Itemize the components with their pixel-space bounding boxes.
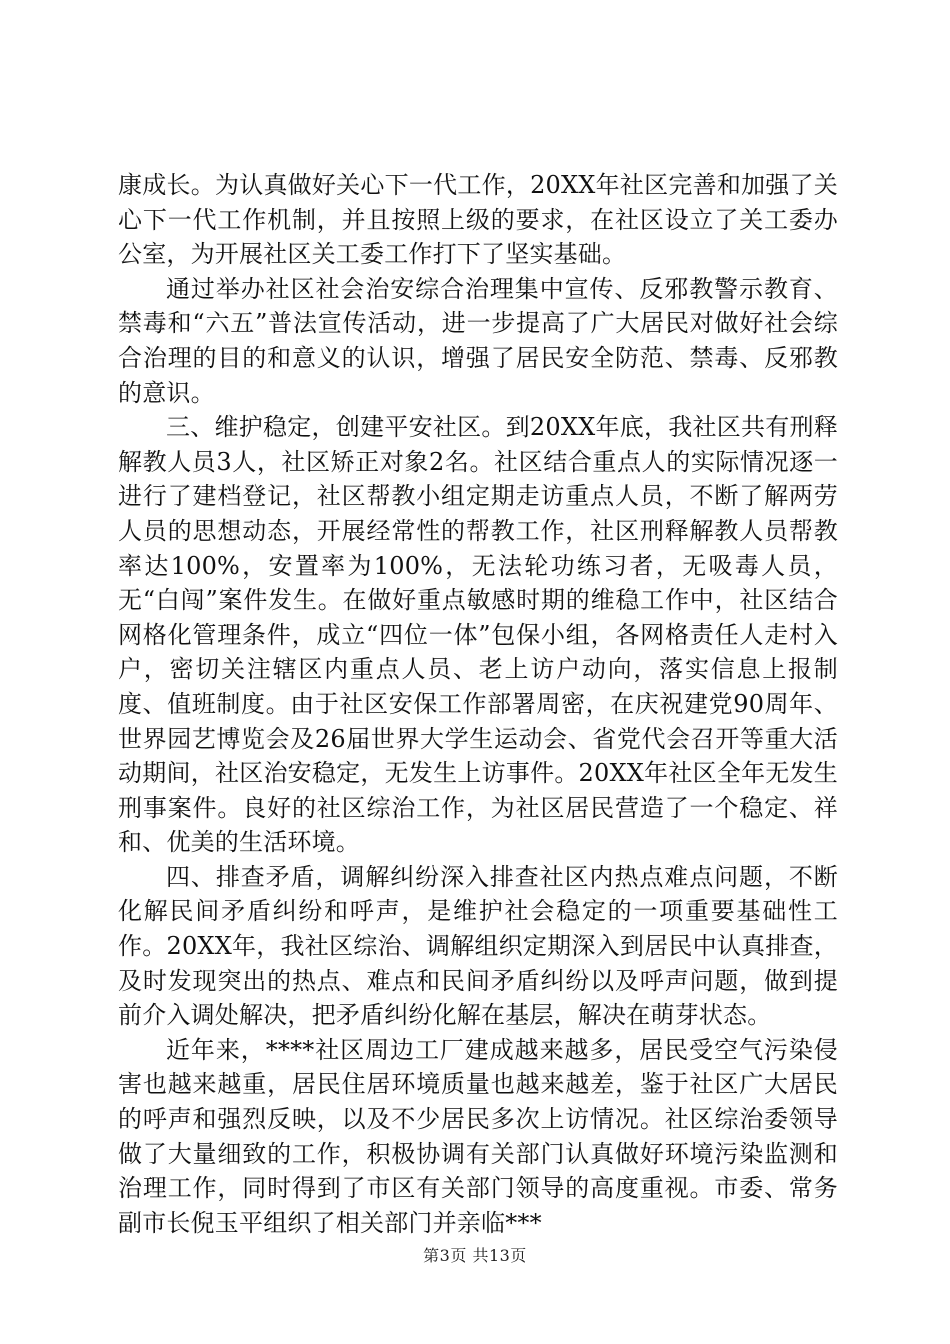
paragraph-publicity: 通过举办社区社会治安综合治理集中宣传、反邪教警示教育、禁毒和“六五”普法宣传活动，进一步提高了广大居民对做好社会综合治理的目的和意义的认识，增强了居民安全防范、禁毒、反邪教的意识。 <box>118 274 838 407</box>
paragraph-stability: 三、维护稳定，创建平安社区。到20XX年底，我社区共有刑释解教人员3人，社区矫正对象2名。社区结合重点人的实际情况逐一进行了建档登记，社区帮教小组定期走访重点人员，不断了解两劳人员的思想动态，开展经常性的帮教工作，社区刑释解教人员帮教率达100%，安置率为100%，无法轮功练习者，无吸毒人员，无“白闯”案件发生。在做好重点敏感时期的维稳工作中，社区结合网格化管理条件，成立“四位一体”包保小组，各网格责任人走村入户，密切关注辖区内重点人员、老上访户动向，落实信息上报制度、值班制度。由于社区安保工作部署周密，在庆祝建党90周年、世界园艺博览会及26届世界大学生运动会、省党代会召开等重大活动期间，社区治安稳定，无发生上访事件。20XX年社区全年无发生刑事案件。良好的社区综治工作，为社区居民营造了一个稳定、祥和、优美的生活环境。 <box>118 413 838 857</box>
document-body <box>118 168 838 1240</box>
paragraph-disputes: 四、排查矛盾，调解纠纷深入排查社区内热点难点问题，不断化解民间矛盾纠纷和呼声，是维护社会稳定的一项重要基础性工作。20XX年，我社区综治、调解组织定期深入到居民中认真排查，及时发现突出的热点、难点和民间矛盾纠纷以及呼声问题，做到提前介入调处解决，把矛盾纠纷化解在基层，解决在萌芽状态。 <box>118 862 838 1030</box>
paragraph-continuation: 康成长。为认真做好关心下一代工作，20XX年社区完善和加强了关心下一代工作机制，并且按照上级的要求，在社区设立了关工委办公室，为开展社区关工委工作打下了坚实基础。 <box>118 171 838 269</box>
page-number-footer: 第3页 共13页 <box>423 1246 527 1265</box>
paragraph-environment: 近年来，****社区周边工厂建成越来越多，居民受空气污染侵害也越来越重，居民住居环境质量也越来越差，鉴于社区广大居民的呼声和强烈反映，以及不少居民多次上访情况。社区综治委领导做了大量细致的工作，积极协调有关部门认真做好环境污染监测和治理工作，同时得到了市区有关部门领导的高度重视。市委、常务副市长倪玉平组织了相关部门并亲临*** <box>118 1035 838 1237</box>
